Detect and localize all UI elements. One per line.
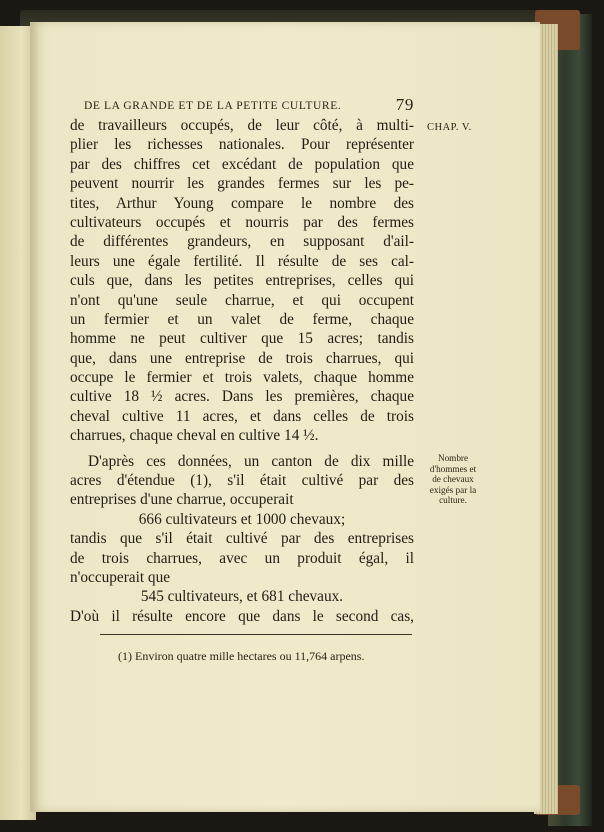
text-line: n'ont qu'une seule charrue, et qui occupent [70,291,414,309]
text-line: n'occuperait que [70,568,171,586]
text-line: que, dans une entreprise de trois charrues, qui [70,349,414,367]
sidenote-line: culture. [439,495,467,506]
text-line: un fermier et un valet de ferme, chaque [70,310,414,328]
text-line: cheval cultive 11 acres, et dans celles de trois [70,407,414,425]
text-line: entreprises d'une charrue, occuperait [70,491,294,509]
footnote-rule [100,634,412,635]
text-line: D'où il résulte encore que dans le second cas, [70,607,414,625]
running-head-title: DE LA GRANDE ET DE LA PETITE CULTURE. [84,100,342,112]
sidenote-line: de chevaux [432,474,474,485]
text-line: 545 cultivateurs, et 681 chevaux. [140,588,344,606]
text-line: tandis que s'il était cultivé par des entreprises [70,530,414,548]
footnote: (1) Environ quatre mille hectares ou 11,764 arpens. [118,649,365,663]
chapter-marker: CHAP. V. [427,122,472,133]
margin-sidenote [420,453,486,506]
text-line: cultive 18 ½ acres. Dans les premières, chaque [70,388,414,406]
sidenote-line: exigés par la [429,484,477,495]
text-line: charrues, chaque cheval en cultive 14 ½. [70,427,319,445]
text-line: occupe le fermier et trois valets, chaque homme [70,369,414,387]
text-line: culs que, dans les petites entreprises, celles qui [70,272,414,290]
text-line: de trois charrues, avec un produit égal, il [70,549,414,567]
text-line: de différentes grandeurs, en supposant d'ail- [70,233,414,251]
text-line: 666 cultivateurs et 1000 chevaux; [138,510,346,528]
text-line: cultivateurs occupés et nourris par des fermes [70,213,414,231]
text-line: leurs une égale fertilité. Il résulte de ses cal- [70,252,414,270]
sidenote-line: Nombre [437,453,469,463]
text-line: peuvent nourrir les grandes fermes sur les pe- [70,175,414,193]
text-line: tites, Arthur Young compare le nombre des [70,194,414,212]
text-line: de travailleurs occupés, de leur côté, à multi- [70,117,414,134]
page-number: 79 [395,95,414,114]
running-head [84,95,414,116]
text-line: acres d'étendue (1), s'il était cultivé par des [70,472,414,490]
text-line: plier les richesses nationales. Pour représenter [70,136,414,154]
text-line: homme ne peut cultiver que 15 acres; tandis [70,330,414,348]
text-line: par des chiffres cet excédant de population que [70,155,414,173]
body-text [70,116,414,626]
text-line: D'après ces données, un canton de dix mille [88,452,414,470]
sidenote-line: d'hommes et [429,463,477,474]
